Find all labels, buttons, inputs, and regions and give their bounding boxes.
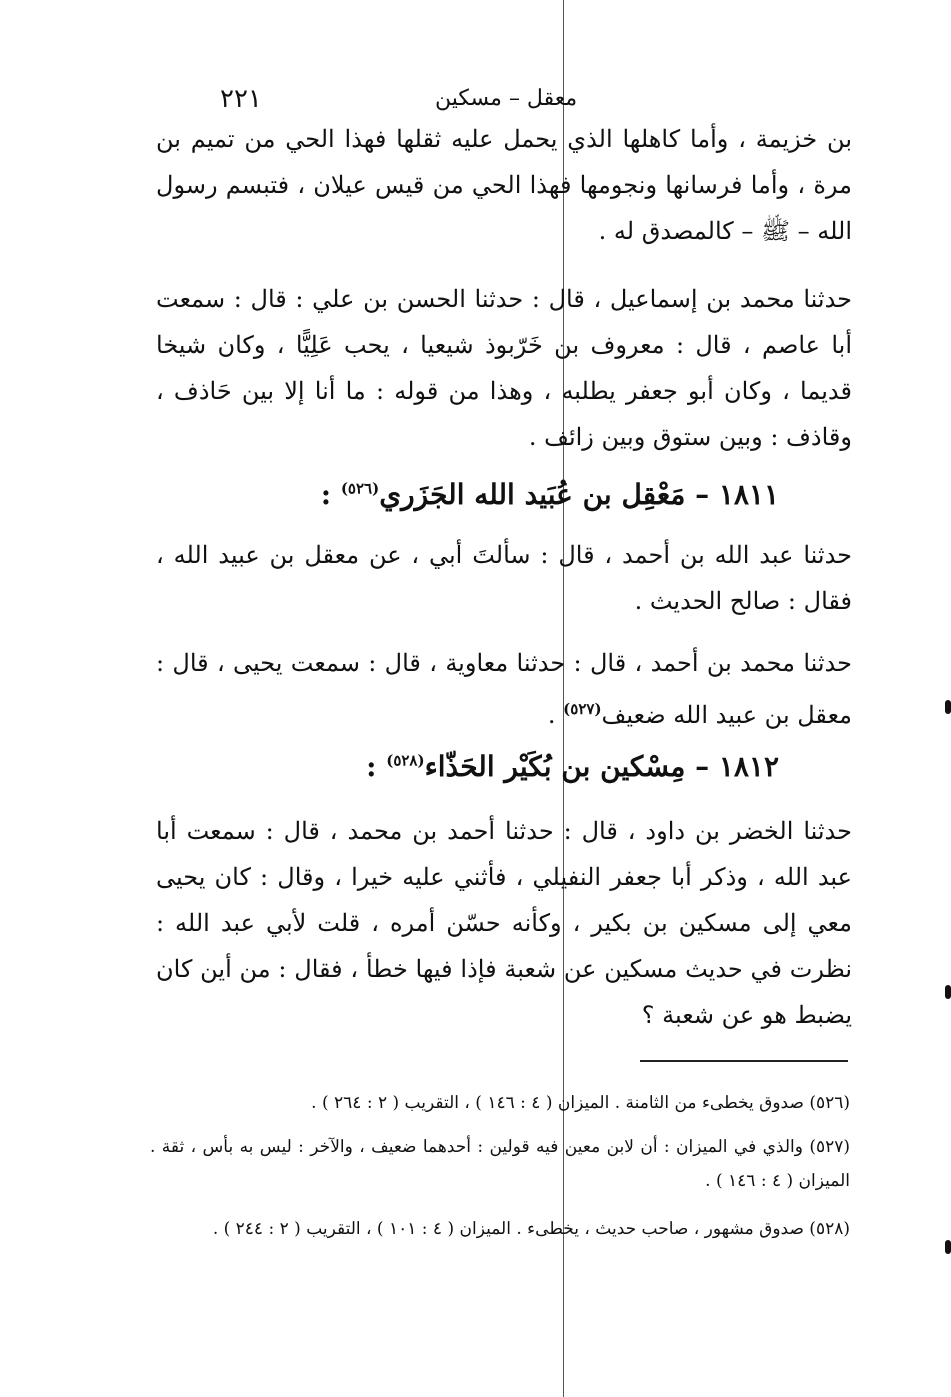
paragraph-4: [156, 640, 852, 738]
entry-name: مِسْكين بن بُكَيْر الحَذّاء: [424, 750, 686, 783]
page-header: [150, 84, 850, 118]
entry-number: ١٨١١: [718, 478, 779, 511]
footnote-526: (٥٢٦) صدوق يخطىء من الثامنة . الميزان ( ٤ : ١٤٦ ) ، التقريب ( ٢ : ٢٦٤ ) .: [311, 1093, 850, 1113]
entry-heading-1811: [321, 478, 779, 511]
paragraph-3: حدثنا عبد الله بن أحمد ، قال : سألتَ أبي ، عن معقل بن عبيد الله ، فقال : صالح الحديث .: [156, 541, 852, 615]
scan-edge-mark: [945, 700, 951, 714]
scan-edge-mark: [945, 1240, 951, 1254]
page-number: ٢٢١: [220, 84, 262, 114]
paragraph-1: بن خزيمة ، وأما كاهلها الذي يحمل عليه ثقلها فهذا الحي من تميم بن مرة ، وأما فرسانها ونجومها فهذا الحي من قيس عيلان ، فتبسم رسول الله – ﷺ – كالمصدق له .: [156, 125, 852, 245]
paragraph-end-period: .: [547, 701, 556, 729]
entry-heading-1812: [366, 750, 779, 783]
entry-colon: :: [366, 750, 377, 783]
scan-edge-mark: [945, 985, 951, 999]
footnote-ref: (٥٢٦): [340, 479, 380, 498]
running-title: معقل – مسكين: [435, 86, 578, 111]
footnote-divider: [640, 1060, 848, 1062]
paragraph-2: حدثنا محمد بن إسماعيل ، قال : حدثنا الحسن بن علي : قال : سمعت أبا عاصم ، قال : معروف بن خَرّبوذ شيعيا ، يحب عَلِيًّا ، وكان شيخا قديما ، وكان أبو جعفر يطلبه ، وهذا من قوله : ما أنا إلا بين حَاذف ، وقاذف : وبين ستوق وبين زائف .: [156, 285, 852, 451]
entry-name: مَعْقِل بن عُبَيد الله الجَزَري: [379, 478, 686, 511]
footnote-ref: (٥٢٧): [563, 700, 602, 718]
entry-colon: :: [320, 478, 332, 511]
entry-number: ١٨١٢: [718, 750, 779, 783]
entry-dash: –: [695, 750, 710, 783]
paragraph-4-text: حدثنا محمد بن أحمد ، قال : حدثنا معاوية ، قال : سمعت يحيى ، قال : معقل بن عبيد الله ضعيف: [156, 649, 852, 729]
entry-dash: –: [695, 478, 710, 511]
paragraph-5: حدثنا الخضر بن داود ، قال : حدثنا أحمد بن محمد ، قال : سمعت أبا عبد الله ، وذكر أبا جعفر النفيلي ، فأثني عليه خيرا ، وقال : كان يحيى معي إلى مسكين بن بكير ، وكأنه حسّن أمره ، قلت لأبي عبد الله : نظرت في حديث مسكين عن شعبة فإذا فيها خطأ ، فقال : من أين كان يضبط هو عن شعبة ؟: [156, 817, 852, 1029]
footnote-527: (٥٢٧) والذي في الميزان : أن لابن معين فيه قولين : أحدهما ضعيف ، والآخر : ليس به بأس ، ثقة . الميزان ( ٤ : ١٤٦ ) .: [150, 1137, 850, 1191]
footnote-ref: (٥٢٨): [386, 751, 425, 770]
footnote-528: (٥٢٨) صدوق مشهور ، صاحب حديث ، يخطىء . الميزان ( ٤ : ١٠١ ) ، التقريب ( ٢ : ٢٤٤ ) .: [212, 1219, 850, 1239]
